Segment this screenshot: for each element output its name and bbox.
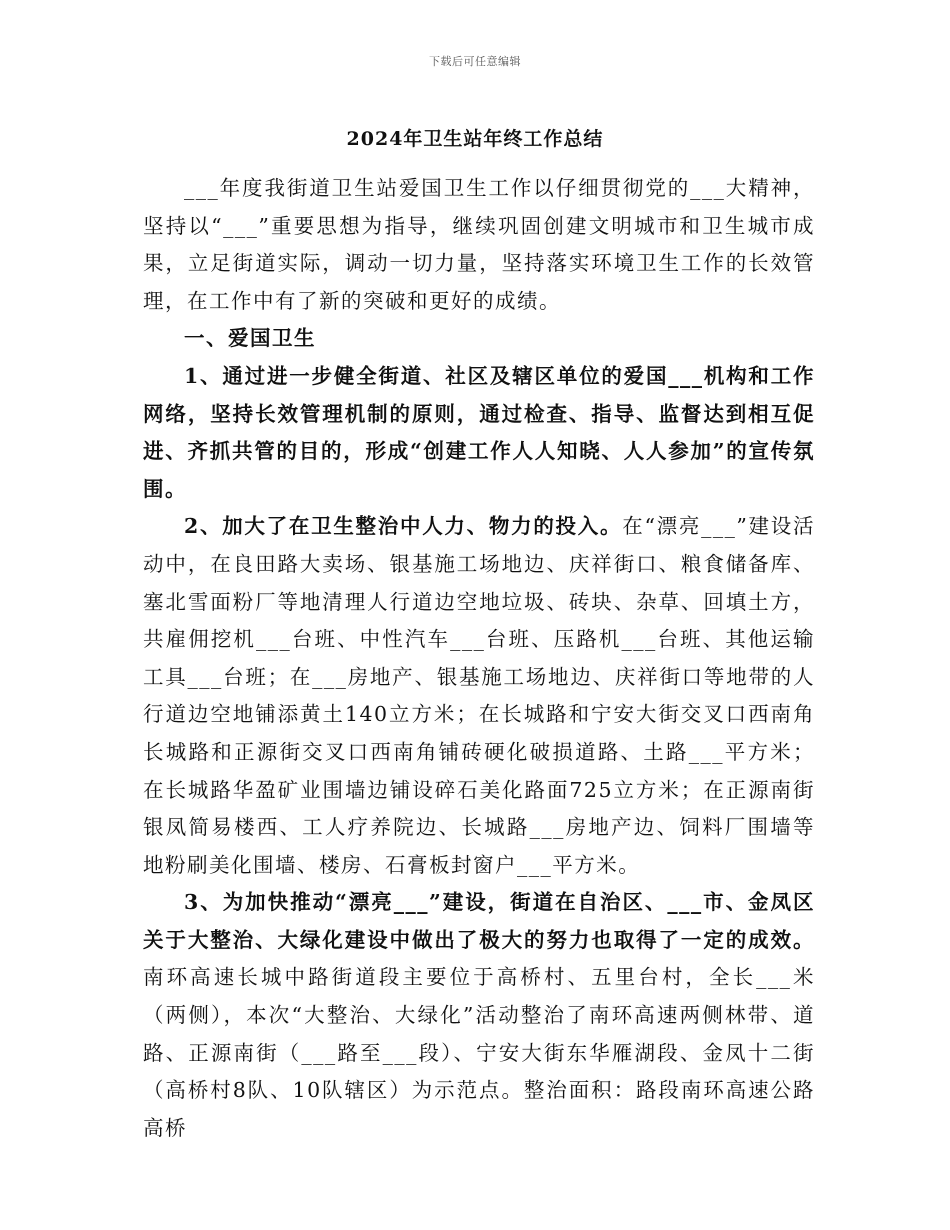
item-2-lead: 2、加大了在卫生整治中人力、物力的投入。: [184, 514, 623, 539]
item-3-rest: 南环高速长城中路街道段主要位于高桥村、五里台村，全长___米（两侧），本次“大整治、大绿化”活动整治了南环高速两侧林带、道路、正源南街（___路至___段）、宁安大街东华雁湖段、金凤十二街（高桥村8队、10队辖区）为示范点。整治面积：路段南环高速公路高桥: [143, 965, 815, 1140]
item-2-paragraph: [143, 508, 815, 884]
section-heading-patriotic-health: 一、爱国卫生: [184, 326, 316, 351]
item-2-rest: 在“漂亮___”建设活动中，在良田路大卖场、银基施工场地边、庆祥街口、粮食储备库、塞北雪面粉厂等地清理人行道边空地垃圾、砖块、杂草、回填土方，共雇佣挖机___台班、中性汽车___台班、压路机___台班、其他运输工具___台班；在___房地产、银基施工场地边、庆祥街口等地带的人行道边空地铺添黄土140立方米；在长城路和宁安大街交叉口西南角长城路和正源街交叉口西南角铺砖硬化破损道路、土路___平方米；在长城路华盈矿业围墙边铺设碎石美化路面725立方米；在正源南街银凤简易楼西、工人疗养院边、长城路___房地产边、饲料厂围墙等地粉刷美化围墙、楼房、石膏板封窗户___平方米。: [143, 514, 815, 877]
intro-paragraph: ___年度我街道卫生站爱国卫生工作以仔细贯彻党的___大精神，坚持以“___”重要思想为指导，继续巩固创建文明城市和卫生城市成果，立足街道实际，调动一切力量，坚持落实环境卫生工作的长效管理，在工作中有了新的突破和更好的成绩。: [143, 176, 815, 313]
item-3-paragraph: [143, 884, 815, 1147]
document-body: [143, 170, 815, 1147]
item-3-lead: 3、为加快推动“漂亮___”建设，街道在自治区、___市、金凤区关于大整治、大绿化建设中做出了极大的努力也取得了一定的成效。: [143, 890, 815, 952]
header-note: 下载后可任意编辑: [429, 55, 521, 68]
item-1-paragraph: 1、通过进一步健全街道、社区及辖区单位的爱国___机构和工作网络，坚持长效管理机制的原则，通过检查、指导、监督达到相互促进、齐抓共管的目的，形成“创建工作人人知晓、人人参加”的宣传氛围。: [143, 363, 815, 501]
document-title: 2024年卫生站年终工作总结: [346, 128, 604, 150]
